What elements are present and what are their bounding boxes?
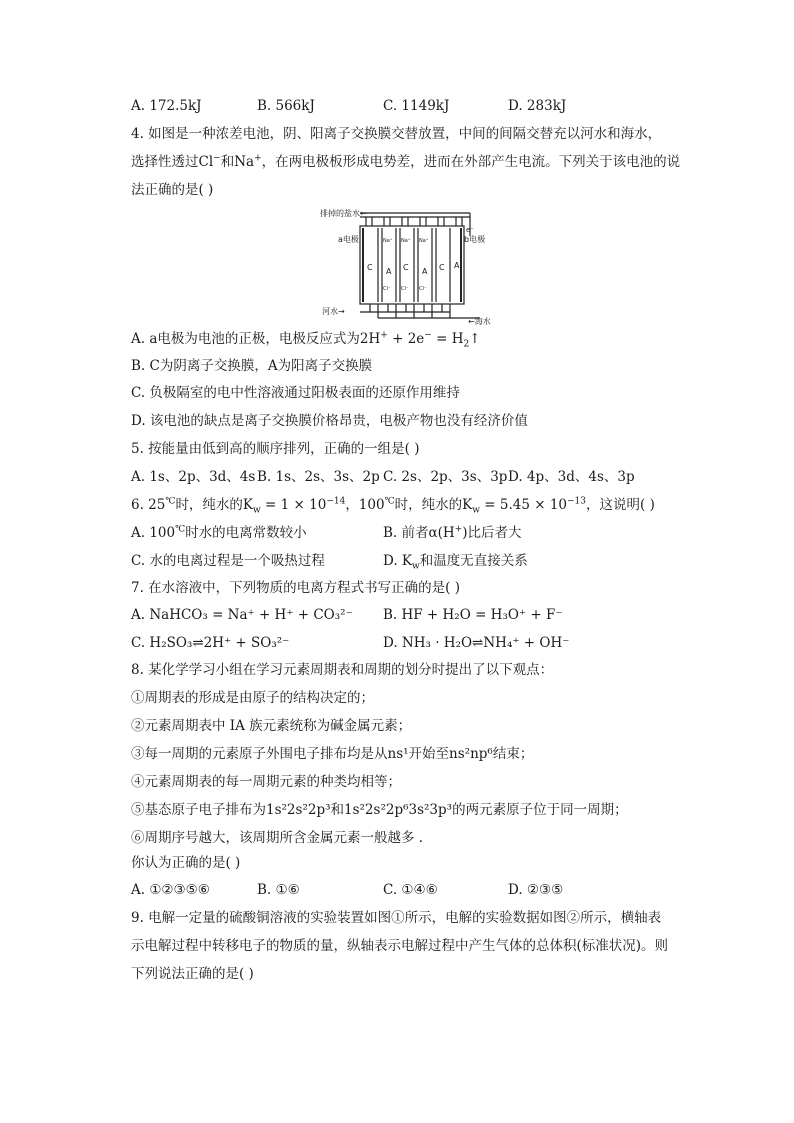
q8-option-a: A. ①②③⑤⑥ bbox=[131, 882, 210, 898]
q8-ask: 你认为正确的是( ) bbox=[131, 855, 241, 871]
na-ion-label: Na⁺ bbox=[401, 238, 411, 244]
q4-stem-line1: 4. 如图是一种浓差电池，阴、阳离子交换膜交替放置，中间的间隔交替充以河水和海水， bbox=[131, 126, 662, 142]
sup-minus: − bbox=[424, 330, 432, 341]
q3-option-c: C. 1149kJ bbox=[383, 98, 450, 114]
sub-w: w bbox=[472, 505, 480, 516]
q6-text: 时水的电离常数较小 bbox=[185, 525, 307, 541]
sup-plus: + bbox=[380, 330, 388, 341]
q5-option-c: C. 2s、2p、3s、3p bbox=[383, 469, 508, 485]
q4-stem-line3: 法正确的是( ) bbox=[131, 182, 214, 198]
electrode-a-label: a电极 bbox=[338, 235, 359, 244]
q8-statement-1: ①周期表的形成是由原子的结构决定的； bbox=[131, 690, 374, 706]
na-ion-label: Na⁺ bbox=[383, 238, 393, 244]
q6-text: A. 100 bbox=[131, 525, 176, 541]
membrane-a-label: A bbox=[422, 267, 428, 276]
membrane-c-label: C bbox=[403, 263, 409, 272]
q9-stem-line2: 示电解过程中转移电子的物质的量，纵轴表示电解过程中产生气体的总体积(标准状况)。则 bbox=[131, 938, 669, 954]
q5-option-d: D. 4p、3d、4s、3p bbox=[508, 469, 635, 485]
q6-text: D. K bbox=[383, 553, 413, 569]
q4-stem-line2 bbox=[131, 152, 680, 172]
q6-option-d bbox=[383, 551, 528, 571]
q4-text: ，在两电极板形成电势差，进而在外部产生电流。下列关于该电池的说 bbox=[261, 154, 681, 170]
q5-option-b: B. 1s、2s、3s、2p bbox=[257, 469, 380, 485]
q6-text: )比后者大 bbox=[462, 525, 522, 541]
membrane-a-label: A bbox=[386, 267, 392, 276]
q6-option-a bbox=[131, 523, 307, 543]
q5-option-a: A. 1s、2p、3d、4s bbox=[131, 469, 256, 485]
q8-option-b: B. ①⑥ bbox=[257, 882, 300, 898]
q6-text: 6. 25 bbox=[131, 497, 166, 513]
electron-label: e⁻ bbox=[466, 226, 475, 234]
q8-statement-3: ③每一周期的元素原子外围电子排布均是从ns¹开始至ns²np⁶结束； bbox=[131, 746, 534, 762]
q8-option-c: C. ①④⑥ bbox=[383, 882, 438, 898]
q8-statement-2: ②元素周期表中 IA 族元素统称为碱金属元素； bbox=[131, 718, 412, 734]
salt-water-out-label: 排掉的盐水← bbox=[320, 209, 367, 218]
q6-text: ，100 bbox=[345, 497, 385, 513]
river-water-label: 河水→ bbox=[322, 307, 345, 316]
na-ion-label: Na⁺ bbox=[419, 238, 429, 244]
sup-minus: − bbox=[213, 153, 221, 164]
q6-text: 和温度无直接关系 bbox=[419, 553, 528, 569]
q9-stem-line3: 下列说法正确的是( ) bbox=[131, 966, 254, 982]
cl-ion-label: Cl⁻ bbox=[419, 286, 427, 292]
sub-w: w bbox=[412, 561, 420, 572]
q6-text: 时，纯水的K bbox=[394, 497, 473, 513]
q4-text: 和Na bbox=[220, 154, 255, 170]
sup-degc: ℃ bbox=[175, 524, 186, 535]
sup-plus: + bbox=[254, 153, 262, 164]
sup-degc: ℃ bbox=[165, 496, 176, 507]
q4-option-c: C. 负极隔室的电中性溶液通过阳极表面的还原作用维持 bbox=[131, 385, 460, 401]
gas-arrow: ↑ bbox=[469, 331, 481, 347]
q6-text: ，这说明( ) bbox=[586, 497, 655, 513]
q4-text: = H bbox=[431, 331, 464, 347]
q4-text: + 2e bbox=[387, 331, 425, 347]
q4-text: 选择性透过Cl bbox=[131, 154, 214, 170]
membrane-c-label: C bbox=[367, 263, 373, 272]
sup-degc: ℃ bbox=[384, 496, 395, 507]
q4-option-b: B. C为阴离子交换膜，A为阳离子交换膜 bbox=[131, 358, 373, 374]
q8-statement-5: ⑤基态原子电子排布为1s²2s²2p³和1s²2s²2p⁶3s²3p³的两元素原子位于同一周期； bbox=[131, 802, 628, 818]
q4-option-d: D. 该电池的缺点是离子交换膜价格昂贵，电极产物也没有经济价值 bbox=[131, 413, 528, 429]
q7-option-b: B. HF + H₂O = H₃O⁺ + F⁻ bbox=[383, 607, 563, 623]
q6-text: = 5.45 × 10 bbox=[479, 497, 568, 513]
q8-statement-4: ④元素周期表的每一周期元素的种类均相等； bbox=[131, 774, 401, 790]
membrane-c-label: C bbox=[439, 263, 445, 272]
concentration-cell-figure bbox=[320, 204, 504, 326]
membrane-a-label: A bbox=[454, 261, 460, 270]
q3-option-b: B. 566kJ bbox=[257, 98, 315, 114]
q3-option-a: A. 172.5kJ bbox=[131, 98, 202, 114]
sup-exp: −14 bbox=[326, 496, 346, 507]
q7-option-c: C. H₂SO₃⇌2H⁺ + SO₃²⁻ bbox=[131, 635, 290, 651]
q6-option-c: C. 水的电离过程是一个吸热过程 bbox=[131, 553, 325, 569]
q7-stem: 7. 在水溶液中，下列物质的电离方程式书写正确的是( ) bbox=[131, 580, 460, 596]
sup-plus: + bbox=[454, 524, 463, 535]
cl-ion-label: Cl⁻ bbox=[401, 286, 409, 292]
q4-text: A. a电极为电池的正极，电极反应式为2H bbox=[131, 331, 381, 347]
q8-statement-6: ⑥周期序号越大，该周期所含金属元素一般越多 . bbox=[131, 830, 424, 846]
sub-w: w bbox=[253, 505, 261, 516]
q7-option-d: D. NH₃ · H₂O⇌NH₄⁺ + OH⁻ bbox=[383, 635, 570, 651]
q3-option-d: D. 283kJ bbox=[508, 98, 567, 114]
cl-ion-label: Cl⁻ bbox=[383, 286, 391, 292]
sup-exp: −13 bbox=[567, 496, 587, 507]
sea-water-label: ←海水 bbox=[468, 317, 491, 326]
q6-option-b bbox=[383, 523, 522, 543]
q9-stem-line1: 9. 电解一定量的硫酸铜溶液的实验装置如图①所示，电解的实验数据如图②所示，横轴表 bbox=[131, 910, 662, 926]
q7-option-a: A. NaHCO₃ = Na⁺ + H⁺ + CO₃²⁻ bbox=[131, 607, 353, 623]
q5-stem: 5. 按能量由低到高的顺序排列，正确的一组是( ) bbox=[131, 441, 420, 457]
q8-option-d: D. ②③⑤ bbox=[508, 882, 564, 898]
q6-text: = 1 × 10 bbox=[260, 497, 327, 513]
q6-text: 时，纯水的K bbox=[175, 497, 254, 513]
electrode-b-label: b电极 bbox=[464, 235, 486, 244]
q6-text: B. 前者α(H bbox=[383, 525, 455, 541]
q6-stem bbox=[131, 495, 655, 515]
sub-2: 2 bbox=[463, 339, 470, 350]
q4-option-a bbox=[131, 329, 481, 349]
q8-stem: 8. 某化学学习小组在学习元素周期表和周期的划分时提出了以下观点： bbox=[131, 662, 554, 678]
